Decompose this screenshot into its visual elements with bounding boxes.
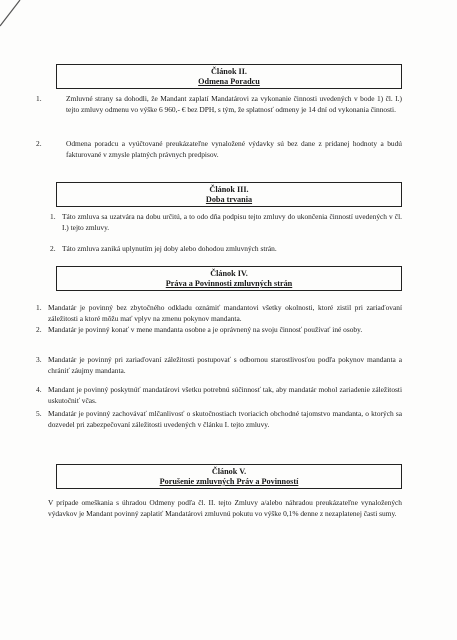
article-2-number: Článok II.	[211, 67, 247, 76]
article-4-item-5	[36, 409, 402, 430]
item-number: 2.	[50, 244, 56, 253]
item-text: Zmluvné strany sa dohodli, že Mandant zaplatí Mandatárovi za vykonanie činnosti uvedených v bode 1) čl. I.) tejto zmluvy odmenu vo výške 6 960,- € bez DPH, s tým, že splatnosť odmeny je 14 dní od vykonania činnosti.	[66, 94, 402, 114]
article-4-item-3	[36, 355, 402, 376]
item-text: Odmena poradcu a vyúčtované preukázateľne vynaložené výdavky sú bez dane z pridanej hodnoty a budú fakturované v zmysle platných právnych predpisov.	[66, 139, 402, 159]
article-5-paragraph: V prípade omeškania s úhradou Odmeny podľa čl. II. tejto Zmluvy a/alebo náhradou preukázateľne vynaložených výdavkov je Mandant povinný zaplatiť Mandatárovi zmluvnú pokutu vo výške 0,1% denne z nezaplatenej časti sumy.	[48, 498, 402, 518]
article-4-heading	[56, 266, 402, 291]
item-text: Mandant je povinný poskytnúť mandatárovi všetku potrebnú súčinnosť tak, aby mandatár mohol zariadenie záležitosti uskutočniť včas.	[48, 385, 402, 405]
item-text: Táto zmluva zaniká uplynutím jej doby alebo dohodou zmluvných strán.	[62, 244, 277, 253]
article-3-heading	[56, 182, 402, 207]
item-text: Mandatár je povinný zachovávať mlčanlivosť o skutočnostiach tvoriacich obchodné tajomstvo mandanta, o ktorých sa dozvedel pri zabezpečovaní záležitosti uvedených v článku I. tejto zmluvy.	[48, 409, 402, 429]
article-4-item-4	[36, 385, 402, 406]
article-5-number: Článok V.	[211, 467, 247, 476]
item-number: 4.	[36, 385, 42, 394]
item-number: 1.	[36, 94, 42, 103]
article-3-item-1	[50, 212, 402, 233]
item-number: 2.	[36, 325, 42, 334]
article-2-heading	[56, 64, 402, 89]
article-3-item-2	[50, 244, 402, 255]
article-2-item-1	[36, 94, 402, 115]
article-4-number: Článok IV.	[210, 269, 248, 278]
scan-corner-mark	[0, 0, 28, 28]
article-2-item-2	[36, 139, 402, 160]
article-5-title: Porušenie zmluvných Práv a Povinností	[159, 477, 299, 486]
article-4-item-1	[36, 303, 402, 324]
item-text: Mandatár je povinný pri zariaďovaní záležitosti postupovať s odbornou starostlivosťou podľa pokynov mandanta a chrániť záujmy mandanta.	[48, 355, 402, 375]
article-3-number: Článok III.	[209, 185, 249, 194]
article-2-title: Odmena Poradcu	[198, 77, 260, 86]
article-4-title: Práva a Povinnosti zmluvných strán	[165, 279, 293, 288]
item-number: 2.	[36, 139, 42, 148]
item-text: Mandatár je povinný konať v mene mandanta osobne a je oprávnený na svoju činnosť používať iné osoby.	[48, 325, 363, 334]
article-5-heading	[56, 464, 402, 489]
article-4-item-2	[36, 325, 402, 336]
item-text: Táto zmluva sa uzatvára na dobu určitú, a to odo dňa podpisu tejto zmluvy do ukončenia činností uvedených v čl. I.) tejto zmluvy.	[62, 212, 402, 232]
item-number: 1.	[36, 303, 42, 312]
article-3-title: Doba trvania	[205, 195, 253, 204]
item-text: Mandatár je povinný bez zbytočného odkladu oznámiť mandantovi všetky okolnosti, ktoré zistil pri zariaďovaní záležitosti a ktoré môžu mať vplyv na zmenu pokynov mandanta.	[48, 303, 402, 323]
item-number: 1.	[50, 212, 56, 221]
item-number: 5.	[36, 409, 42, 418]
item-number: 3.	[36, 355, 42, 364]
